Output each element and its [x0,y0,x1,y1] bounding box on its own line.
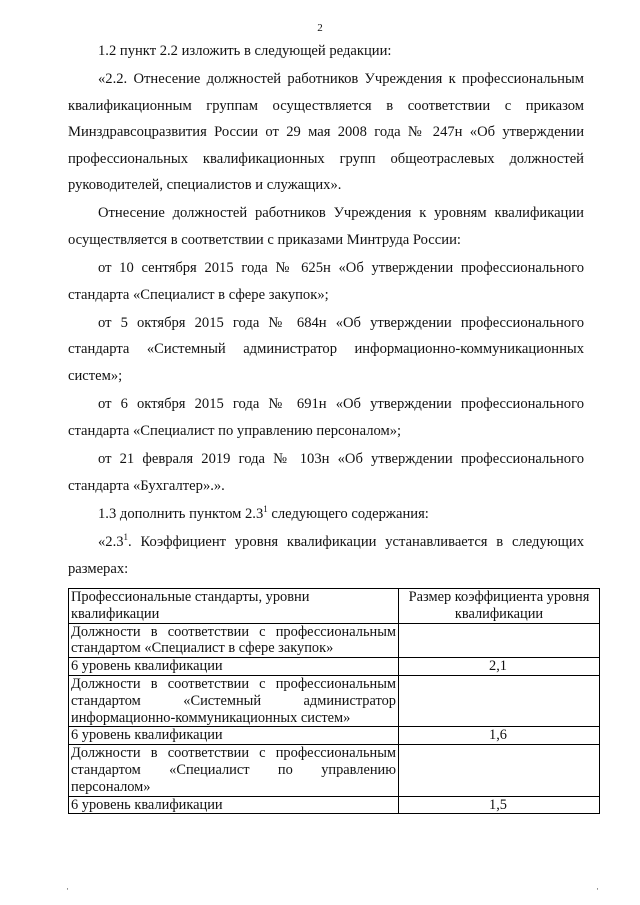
scan-dot: · [596,884,599,894]
table-row [69,658,600,676]
table-header-coefficient: Размер коэффициента уровня квалификации [399,589,600,624]
table-cell-coefficient [399,796,600,814]
table-cell-coefficient [399,745,600,796]
document-body [68,38,584,582]
table-cell-standard: Должности в соответствии с профессиональным стандартом «Системный администратор информационно-коммуникационных систем» [69,675,399,726]
paragraph-1-3-suffix: следующего содержания: [267,505,429,522]
table-row [69,745,600,796]
table-cell-standard: Должности в соответствии с профессиональным стандартом «Специалист в сфере закупок» [69,623,399,658]
paragraph-1-2: 1.2 пункт 2.2 изложить в следующей редакции: [98,43,392,59]
page-number: 2 [317,22,323,34]
paragraph-1-3-sup: 1 [263,504,268,515]
table-row [69,675,600,726]
table-cell-coefficient [399,727,600,745]
paragraph-2-3-1 [68,529,584,582]
paragraph-order-103n: от 21 февраля 2019 года № 103н «Об утверждении профессионального стандарта «Бухгалтер».». [68,451,584,494]
coefficient-value: 1,5 [489,796,507,813]
scan-dot: · [66,884,69,894]
paragraph-2-3-1-suffix: . Коэффициент уровня квалификации устанавливается в следующих размерах: [68,534,584,577]
table-row [69,727,600,745]
table-header-row [69,589,600,624]
table-cell-standard: 6 уровень квалификации [69,727,399,745]
paragraph-order-691n: от 6 октября 2015 года № 691н «Об утверждении профессионального стандарта «Специалист по управлению персоналом»; [68,396,584,439]
paragraph-order-684n: от 5 октября 2015 года № 684н «Об утверждении профессионального стандарта «Системный администратор информационно-коммуникационных систем»; [68,315,584,384]
paragraph-2-2: «2.2. Отнесение должностей работников Учреждения к профессиональным квалификационным группам осуществляется в соответствии с приказом Минздравсоцразвития России от 29 мая 2008 года № 247н «Об утверждении профессиональных квалификационных групп общеотраслевых должностей руководителей, специалистов и служащих». [68,71,584,194]
table-cell-coefficient [399,658,600,676]
table-cell-coefficient [399,675,600,726]
table-row [69,623,600,658]
coefficient-value: 2,1 [489,658,507,675]
paragraph-2-3-1-sup: 1 [123,532,129,543]
coefficient-table [68,588,600,814]
coefficient-value: 1,6 [489,727,507,744]
table-cell-standard: 6 уровень квалификации [69,658,399,676]
table-cell-standard: Должности в соответствии с профессиональным стандартом «Специалист по управлению персоналом» [69,745,399,796]
paragraph-2-3-1-prefix: «2.3 [98,534,124,551]
table-cell-standard: 6 уровень квалификации [69,796,399,814]
paragraph-1-3-prefix: 1.3 дополнить пунктом 2.3 [98,505,264,522]
table-cell-coefficient [399,623,600,658]
table-header-standards: Профессиональные стандарты, уровни квалификации [69,589,399,624]
paragraph-qualification-levels: Отнесение должностей работников Учреждения к уровням квалификации осуществляется в соответствии с приказами Минтруда России: [68,205,584,248]
paragraph-1-3 [68,501,584,527]
table-row [69,796,600,814]
paragraph-order-625n: от 10 сентября 2015 года № 625н «Об утверждении профессионального стандарта «Специалист в сфере закупок»; [68,260,584,303]
